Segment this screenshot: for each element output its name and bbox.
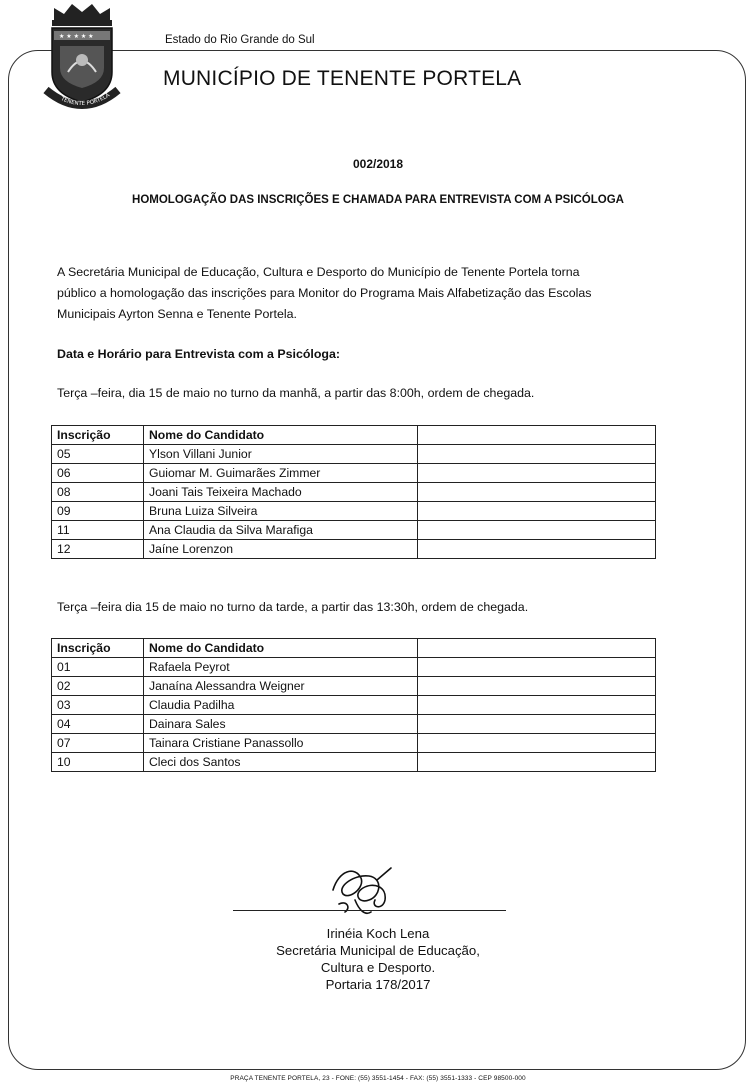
- svg-text:★ ★ ★ ★ ★: ★ ★ ★ ★ ★: [59, 33, 94, 40]
- table-header-row: [52, 426, 656, 445]
- blank-cell: [418, 696, 656, 715]
- registration-cell: 10: [52, 753, 144, 772]
- candidate-name-cell: Cleci dos Santos: [144, 753, 418, 772]
- registration-cell: 05: [52, 445, 144, 464]
- table-row: [52, 734, 656, 753]
- handwritten-signature: [325, 860, 400, 922]
- candidate-name-cell: Jaíne Lorenzon: [144, 540, 418, 559]
- blank-cell: [418, 445, 656, 464]
- table-header-row: [52, 639, 656, 658]
- registration-cell: 02: [52, 677, 144, 696]
- table-row: [52, 753, 656, 772]
- registration-cell: 07: [52, 734, 144, 753]
- afternoon-session-text: Terça –feira dia 15 de maio no turno da tarde, a partir das 13:30h, ordem de chegada.: [57, 600, 529, 614]
- candidate-name-cell: Dainara Sales: [144, 715, 418, 734]
- candidate-name-cell: Guiomar M. Guimarães Zimmer: [144, 464, 418, 483]
- registration-cell: 06: [52, 464, 144, 483]
- registration-cell: 04: [52, 715, 144, 734]
- table-row: [52, 521, 656, 540]
- document-subject: HOMOLOGAÇÃO DAS INSCRIÇÕES E CHAMADA PARA ENTREVISTA COM A PSICÓLOGA: [132, 194, 624, 206]
- column-header-candidate-name: Nome do Candidato: [144, 639, 418, 658]
- intro-line: Municipais Ayrton Senna e Tenente Portela.: [57, 307, 297, 321]
- column-header-blank: [418, 426, 656, 445]
- registration-cell: 03: [52, 696, 144, 715]
- table-row: [52, 677, 656, 696]
- signature-line: [233, 910, 506, 911]
- blank-cell: [418, 521, 656, 540]
- crest-motto: TENENTE PORTELA: [59, 92, 112, 108]
- municipal-crest-logo: [40, 2, 124, 114]
- candidate-name-cell: Joani Tais Teixeira Machado: [144, 483, 418, 502]
- registration-cell: 01: [52, 658, 144, 677]
- column-header-registration: Inscrição: [52, 426, 144, 445]
- signer-ordinance: Portaria 178/2017: [325, 977, 431, 992]
- candidate-name-cell: Bruna Luiza Silveira: [144, 502, 418, 521]
- state-name: Estado do Rio Grande do Sul: [165, 34, 315, 46]
- blank-cell: [418, 734, 656, 753]
- table-row: [52, 696, 656, 715]
- blank-cell: [418, 540, 656, 559]
- interview-date-title: Data e Horário para Entrevista com a Psicóloga:: [57, 347, 341, 361]
- table-row: [52, 658, 656, 677]
- table-row: [52, 445, 656, 464]
- signer-title-line: Cultura e Desporto.: [320, 960, 436, 975]
- morning-session-text: Terça –feira, dia 15 de maio no turno da manhã, a partir das 8:00h, ordem de chegada.: [57, 386, 535, 400]
- registration-cell: 08: [52, 483, 144, 502]
- column-header-registration: Inscrição: [52, 639, 144, 658]
- intro-line: público a homologação das inscrições para Monitor do Programa Mais Alfabetização das Escolas: [57, 286, 592, 300]
- candidate-name-cell: Claudia Padilha: [144, 696, 418, 715]
- column-header-candidate-name: Nome do Candidato: [144, 426, 418, 445]
- registration-cell: 11: [52, 521, 144, 540]
- candidate-name-cell: Ylson Villani Junior: [144, 445, 418, 464]
- candidate-name-cell: Tainara Cristiane Panassollo: [144, 734, 418, 753]
- table-row: [52, 464, 656, 483]
- registration-cell: 09: [52, 502, 144, 521]
- candidate-name-cell: Ana Claudia da Silva Marafiga: [144, 521, 418, 540]
- signer-title-line: Secretária Municipal de Educação,: [276, 943, 480, 958]
- column-header-blank: [418, 639, 656, 658]
- blank-cell: [418, 677, 656, 696]
- blank-cell: [418, 502, 656, 521]
- blank-cell: [418, 715, 656, 734]
- intro-paragraph: [57, 262, 707, 325]
- candidate-name-cell: Janaína Alessandra Weigner: [144, 677, 418, 696]
- signer-name: Irinéia Koch Lena: [326, 926, 430, 941]
- morning-candidates-table: [51, 425, 656, 559]
- blank-cell: [418, 658, 656, 677]
- blank-cell: [418, 483, 656, 502]
- registration-cell: 12: [52, 540, 144, 559]
- table-row: [52, 502, 656, 521]
- table-row: [52, 715, 656, 734]
- afternoon-candidates-table: [51, 638, 656, 772]
- blank-cell: [418, 753, 656, 772]
- table-row: [52, 540, 656, 559]
- document-number: 002/2018: [352, 157, 404, 171]
- signer-block: [233, 925, 523, 993]
- intro-line: A Secretária Municipal de Educação, Cultura e Desporto do Município de Tenente Portela torna: [57, 265, 580, 279]
- table-row: [52, 483, 656, 502]
- candidate-name-cell: Rafaela Peyrot: [144, 658, 418, 677]
- municipality-title: MUNICÍPIO DE TENENTE PORTELA: [163, 67, 522, 90]
- footer-address: PRAÇA TENENTE PORTELA, 23 - FONE: (55) 3551-1454 - FAX: (55) 3551-1333 - CEP 98500-000: [230, 1075, 526, 1082]
- blank-cell: [418, 464, 656, 483]
